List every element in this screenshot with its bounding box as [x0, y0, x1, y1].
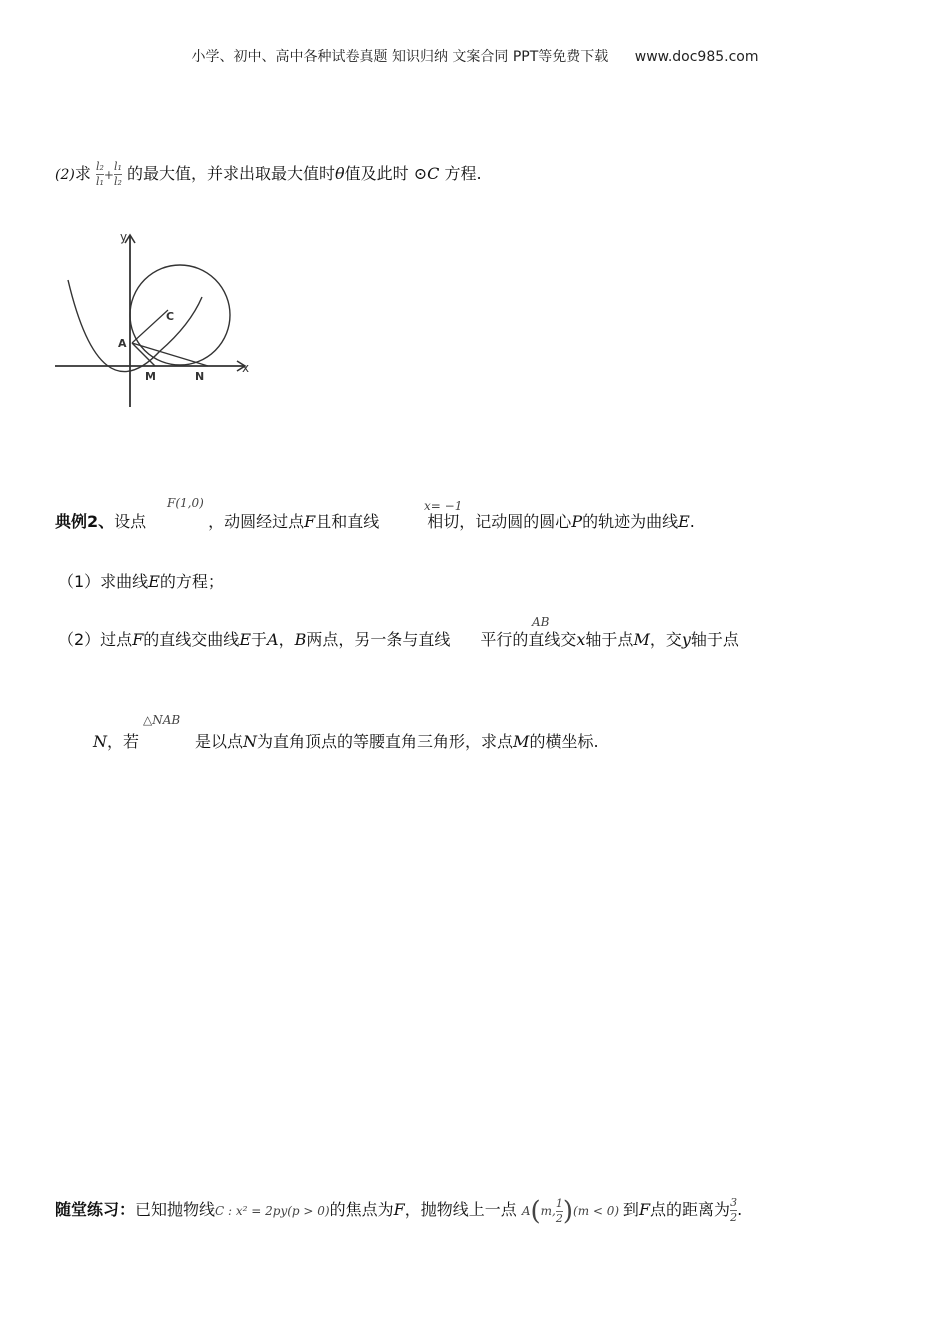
sub2-y: y [681, 630, 691, 649]
practice-heading: 随堂练习： [55, 1200, 136, 1219]
figure-svg [50, 225, 260, 415]
circle-c [130, 265, 230, 365]
example-2-line [55, 512, 695, 532]
ex2-sub2-cont [93, 732, 599, 752]
page-header [0, 46, 950, 66]
axis-y-label: y [120, 230, 128, 244]
condition-m-negative: (m < 0) [573, 1204, 620, 1218]
ex2-t3: 且和直线 [315, 512, 380, 531]
q2-text-2: 值及此时 [344, 164, 409, 183]
parabola-right-branch [160, 297, 202, 351]
practice-f: F [393, 1200, 405, 1219]
practice-line [55, 1196, 742, 1226]
ex2-e: E [678, 512, 690, 531]
point-f-coord: F(1,0) [167, 496, 204, 510]
line3-n2: N [243, 732, 258, 751]
practice-t5: 点的距离为 [650, 1200, 731, 1219]
ex2-t6: . [689, 512, 695, 531]
parabola-equation: C : x² = 2py(p > 0) [215, 1204, 330, 1218]
ex2-t2: ，动圆经过点 [208, 512, 305, 531]
practice-t3: ，抛物线上一点 [404, 1200, 517, 1219]
axis-x-label: x [242, 361, 250, 375]
line3-n: N [93, 732, 107, 751]
practice-t4: 到 [622, 1200, 639, 1219]
line3-m: M [513, 732, 530, 751]
triangle-nab-label: △NAB [143, 713, 181, 727]
practice-t1: 已知抛物线 [135, 1200, 216, 1219]
question-number: (2) [55, 167, 75, 183]
sub2-point-a: A [267, 630, 279, 649]
ex2-p: P [571, 512, 583, 531]
sub1-text: （1）求曲线 [58, 572, 149, 591]
line3-c: 为直角顶点的等腰直角三角形，求点 [257, 732, 514, 751]
circle-c-symbol: ⊙C [413, 164, 440, 183]
point-a-label: A [118, 337, 127, 350]
sub2-g: ，交 [649, 630, 682, 649]
example-2-heading: 典例2、 [55, 512, 115, 531]
frac-denominator: 2 [730, 1211, 738, 1224]
point-n-label: N [195, 370, 205, 383]
frac-denominator: l₁ [95, 175, 104, 188]
theta-symbol: θ [335, 164, 345, 183]
ex2-t1: 设点 [114, 512, 147, 531]
sub2-h: 轴于点 [690, 630, 739, 649]
fraction-one-half [556, 1197, 563, 1226]
sub2-comma: ， [278, 630, 295, 649]
sub2-f2: 轴于点 [585, 630, 634, 649]
ex2-t4: 相切，记动圆的圆心 [427, 512, 572, 531]
point-c-label: C [166, 310, 175, 323]
practice-f2: F [638, 1200, 651, 1219]
line-ab-label: AB [532, 615, 550, 629]
frac-numerator: l₂ [95, 160, 104, 173]
ex2-sub2 [58, 630, 739, 650]
ex2-t5: 的轨迹为曲线 [582, 512, 679, 531]
point-a-m: m, [540, 1204, 556, 1218]
parabola-circle-figure [50, 225, 260, 419]
segment-ac [132, 310, 168, 343]
sub2-e2: 平行的直线交 [480, 630, 577, 649]
q2-text-3: 方程. [444, 164, 482, 183]
ex2-sub1 [58, 572, 224, 592]
question-2-line [55, 160, 482, 189]
sub2-c: 于 [251, 630, 268, 649]
sub2-e: E [239, 630, 251, 649]
practice-t2: 的焦点为 [329, 1200, 394, 1219]
frac-numerator: 1 [555, 1197, 563, 1210]
line-x-eq: x= −1 [424, 499, 463, 513]
fraction-three-halves [730, 1196, 737, 1225]
sub2-a: （2）过点 [58, 630, 133, 649]
point-a-expression: A(m, $\frac{1}{2}$ )(m < 0) [521, 1196, 620, 1227]
sub2-d: 两点，另一条与直线 [306, 630, 451, 649]
fraction-l1-l2 [114, 160, 122, 189]
frac-numerator: l₁ [113, 160, 122, 173]
ex2-f: F [304, 512, 316, 531]
line3-b: 是以点 [195, 732, 244, 751]
point-m-label: M [145, 370, 156, 383]
frac-denominator: 2 [555, 1212, 563, 1225]
practice-t6: . [737, 1200, 743, 1219]
plus-sign: + [103, 168, 114, 182]
qiu-text: 求 [74, 164, 91, 183]
sub2-m: M [633, 630, 650, 649]
q2-text-1: 的最大值，并求出取最大值时 [126, 164, 335, 183]
line3-a: ，若 [107, 732, 140, 751]
line3-d: 的横坐标. [529, 732, 599, 751]
sub1-end: 的方程； [159, 572, 224, 591]
sub2-x: x [576, 630, 586, 649]
sub2-b: 的直线交曲线 [143, 630, 240, 649]
point-a-letter: A [521, 1204, 531, 1218]
header-site: www.doc985.com [634, 49, 759, 65]
frac-denominator: l₂ [113, 175, 122, 188]
sub1-e: E [148, 572, 160, 591]
frac-numerator: 3 [730, 1196, 738, 1209]
sub2-f: F [132, 630, 144, 649]
fraction-l2-l1 [96, 160, 104, 189]
sub2-point-b: B [294, 630, 307, 649]
header-title: 小学、初中、高中各种试卷真题 知识归纳 文案合同 PPT等免费下载 [191, 49, 609, 65]
